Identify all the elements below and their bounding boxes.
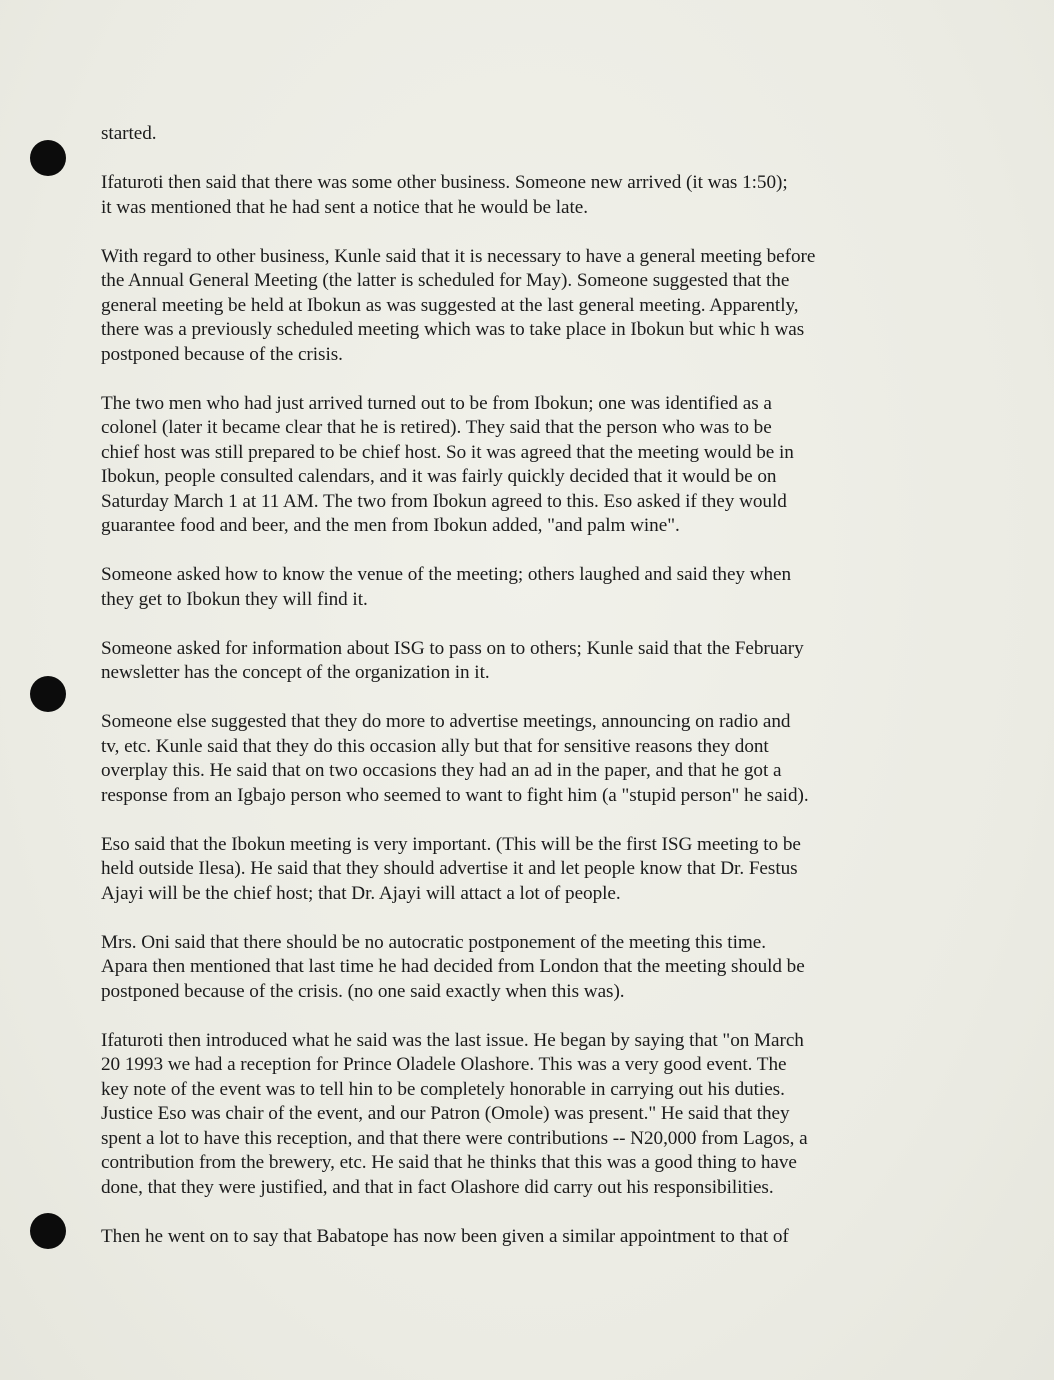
paragraph-ibokun-men: The two men who had just arrived turned out to be from Ibokun; one was identified as a colonel (later it became clear that he is retired). They said that the person who was to be chief host was still prepared to be chief host. So it was agreed that the meeting would be in Ibokun, people consulted calendars, and it was fairly quickly decided that it would be on Saturday March 1 at 11 AM. The two from Ibokun agreed to this. Eso asked if they would guarantee food and beer, and the men from Ibokun added, "and palm wine". bbox=[101, 392, 794, 536]
paragraph-last-issue: Ifaturoti then introduced what he said was the last issue. He began by saying that "on March 20 1993 we had a reception for Prince Oladele Olashore. This was a very good event. The key note of the event was to tell hin to be completely honorable in carrying out his duties. Justice Eso was chair of the event, and our Patron (Omole) was present." He said that they spent a lot to have this reception, and that there were contributions -- N20,000 from Lagos, a contribution from the brewery, etc. He said that he thinks that this was a good thing to have done, that they were justified, and that in fact Olashore did carry out his responsibilities. bbox=[101, 1029, 808, 1198]
paragraph-mrs-oni: Mrs. Oni said that there should be no autocratic postponement of the meeting this time. Apara then mentioned that last time he had decided from London that the meeting should be postponed because of the crisis. (no one said exactly when this was). bbox=[101, 931, 805, 1002]
paragraph-advertise: Someone else suggested that they do more to advertise meetings, announcing on radio and tv, etc. Kunle said that they do this occasion ally but that for sensitive reasons they dont overplay this. He said that on two occasions they had an ad in the paper, and that he got a response from an Igbajo person who seemed to want to fight him (a "stupid person" he said). bbox=[101, 711, 809, 806]
paragraph-babatope: Then he went on to say that Babatope has now been given a similar appointment to that of bbox=[101, 1225, 789, 1247]
paragraph-general-meeting: With regard to other business, Kunle said that it is necessary to have a general meeting before the Annual General Meeting (the latter is scheduled for May). Someone suggested that the general meeting be held at Ibokun as was suggested at the last general meeting. Apparently, there was a previously scheduled meeting which was to take place in Ibokun but whic h was postponed because of the crisis. bbox=[101, 245, 816, 365]
paragraph-other-business: Ifaturoti then said that there was some other business. Someone new arrived (it was 1:50); it was mentioned that he had sent a notice that he would be late. bbox=[101, 172, 788, 218]
paragraph-started: started. bbox=[101, 123, 157, 144]
punch-hole bbox=[30, 1213, 66, 1249]
document-body bbox=[101, 122, 931, 1274]
paragraph-eso-meeting: Eso said that the Ibokun meeting is very important. (This will be the first ISG meeting to be held outside Ilesa). He said that they should advertise it and let people know that Dr. Festus Ajayi will be the chief host; that Dr. Ajayi will attact a lot of people. bbox=[101, 833, 801, 904]
paragraph-venue: Someone asked how to know the venue of the meeting; others laughed and said they when they get to Ibokun they will find it. bbox=[101, 564, 792, 610]
paragraph-isg-info: Someone asked for information about ISG to pass on to others; Kunle said that the February newsletter has the concept of the organization in it. bbox=[101, 637, 804, 683]
punch-hole bbox=[30, 140, 66, 176]
punch-hole bbox=[30, 676, 66, 712]
